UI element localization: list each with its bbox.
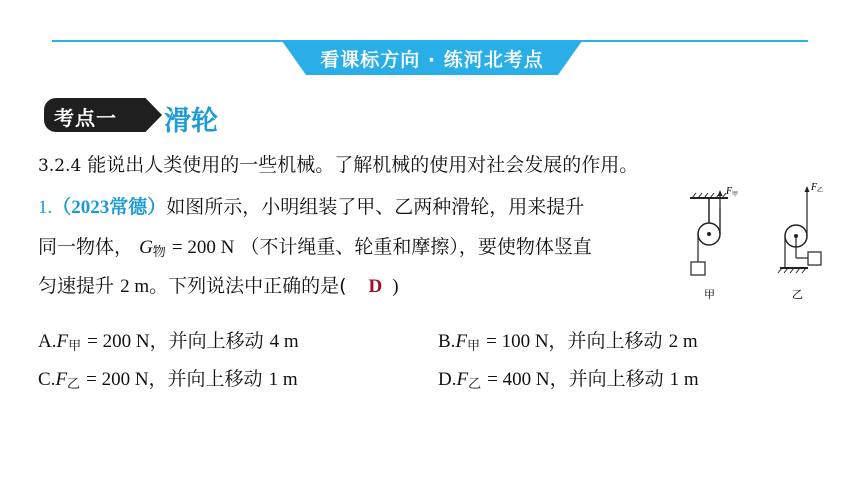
arrow-up-icon — [718, 190, 723, 196]
section-badge-label: 考点一 — [54, 106, 117, 130]
question-line-2 — [38, 232, 592, 260]
question-number: 1. — [38, 197, 53, 218]
force-value: = 400 N — [487, 369, 550, 390]
header-banner-title: 看课标方向 · 练河北考点 — [320, 49, 544, 71]
left-force-subscript: 甲 — [732, 191, 739, 198]
question-text-3b: 。下列说法中正确的是( — [149, 275, 347, 297]
pulley-diagram — [682, 178, 832, 306]
force-value: = 200 N — [86, 369, 149, 390]
left-force-label: F — [726, 186, 733, 197]
option-label: D. — [438, 369, 457, 390]
force-symbol: F — [56, 331, 69, 352]
option-label: C. — [38, 369, 56, 390]
option-b[interactable] — [438, 326, 698, 354]
fixed-pulley-figure — [690, 186, 738, 301]
question-line-3 — [38, 271, 399, 298]
curriculum-standard — [38, 150, 638, 177]
question-line-1 — [38, 192, 584, 219]
force-subscript: 甲 — [467, 339, 481, 354]
answer-close-paren: ) — [392, 276, 399, 297]
force-symbol: F — [455, 331, 468, 352]
option-text: ，并向上移动 — [549, 368, 664, 390]
question-text-2a: 同一物体， — [38, 236, 134, 258]
option-distance: 1 m — [669, 369, 699, 390]
weight-value: = 200 N — [171, 237, 235, 258]
force-subscript: 乙 — [468, 377, 482, 392]
force-symbol: F — [456, 369, 469, 390]
left-caption: 甲 — [704, 288, 715, 301]
force-subscript: 甲 — [68, 339, 82, 354]
standard-text: 能说出人类使用的一些机械。了解机械的使用对社会发展的作用。 — [87, 154, 639, 176]
section-title: 滑轮 — [164, 106, 218, 137]
right-caption: 乙 — [792, 288, 803, 301]
question-text-1: 如图所示，小明组装了甲、乙两种滑轮，用来提升 — [166, 196, 585, 218]
option-distance: 1 m — [268, 369, 298, 390]
option-text: ，并向上移动 — [148, 368, 263, 390]
option-distance: 4 m — [269, 331, 299, 352]
option-label: A. — [38, 331, 57, 352]
right-force-label: F — [811, 182, 818, 193]
load-block — [691, 262, 705, 275]
weight-subscript: 物 — [152, 245, 166, 260]
force-subscript: 乙 — [67, 377, 81, 392]
force-value: = 100 N — [486, 331, 549, 352]
load-block — [808, 252, 821, 265]
arrow-up-icon — [805, 186, 810, 192]
lift-distance: 2 m — [120, 276, 150, 297]
question-text-3a: 匀速提升 — [38, 275, 115, 297]
option-distance: 2 m — [668, 331, 698, 352]
option-text: ，并向上移动 — [149, 330, 264, 352]
answer-choice: D — [368, 276, 383, 297]
movable-pulley-figure — [778, 182, 823, 301]
standard-code: 3.2.4 — [38, 156, 82, 176]
question-source: （2023常德） — [52, 197, 167, 218]
option-d[interactable] — [438, 364, 699, 392]
question-text-2b: （不计绳重、轮重和摩擦），要使物体竖直 — [240, 236, 592, 258]
option-a[interactable] — [38, 326, 299, 354]
weight-symbol: G — [139, 237, 153, 258]
force-symbol: F — [55, 369, 68, 390]
option-c[interactable] — [38, 364, 298, 392]
option-label: B. — [438, 331, 456, 352]
right-force-subscript: 乙 — [817, 187, 824, 194]
option-text: ，并向上移动 — [548, 330, 663, 352]
force-value: = 200 N — [87, 331, 150, 352]
